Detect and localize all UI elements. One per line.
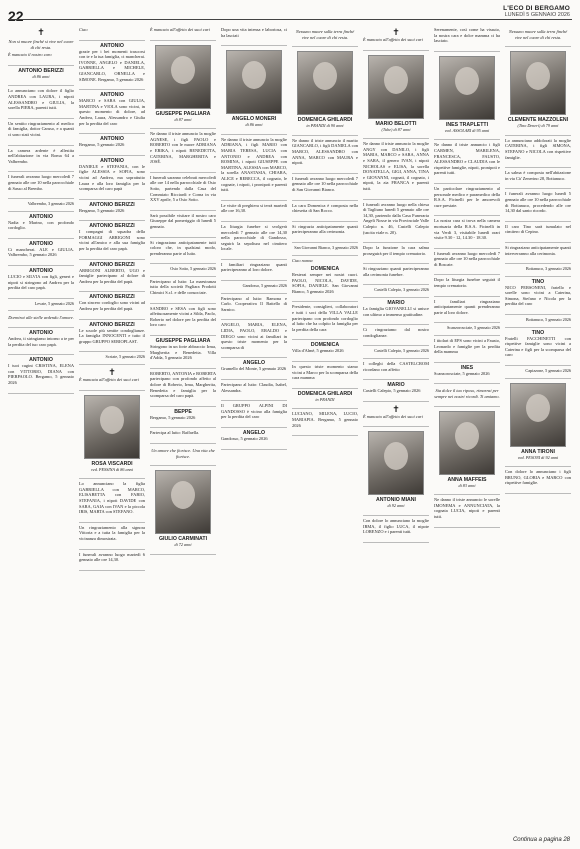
obituary-notice — [363, 346, 429, 359]
deceased-name: ANTONIO — [29, 213, 53, 220]
obituary-notice — [79, 479, 145, 523]
notice-text: La nostra cara si trova nella camera mortuaria della R.S.A. Ficinelli in via Verdi 3, visitabile lunedì orari visite 9.30 - 12, 14.30 - 18.30. — [434, 218, 500, 241]
obituary-notice — [8, 212, 74, 239]
obituary-notice — [505, 189, 571, 221]
notice-intro: È mancato all'affetto dei suoi cari — [363, 37, 423, 42]
notice-column — [292, 25, 358, 837]
obituary-notice — [363, 51, 429, 140]
notice-text: Lo annunciano addolorati la moglie CATERINA, i figli SIMONA, STEFANO e NICOLA con rispettive famiglie. — [505, 137, 571, 160]
place-date: Castelli Calepio, 3 gennaio 2026 — [374, 287, 429, 293]
notice-text: I compagni di squadra della FORMAGGI ARRIGONI sono vicini all'amico e alla sua famiglia per la perdita del caro papà. — [79, 229, 145, 252]
portrait-photo — [368, 431, 424, 495]
obituary-notice — [434, 363, 500, 385]
deceased-name: ANTONIO — [29, 330, 53, 337]
obituary-notice — [150, 173, 216, 211]
obituary-notice — [434, 184, 500, 216]
obituary-notice — [363, 139, 429, 199]
masthead — [503, 5, 570, 18]
deceased-name: GIUSEPPE PAGLIARA — [155, 338, 211, 345]
notice-text: Fratelli FACCHINETTI con rispettive famiglie sono vicini a Caterina e figli per la scomparsa del caro — [505, 335, 571, 358]
obituary-notice — [8, 172, 74, 199]
deceased-name: GIUSEPPE PAGLIARA — [155, 110, 211, 117]
obituary-notice — [150, 466, 216, 555]
obituary-notice — [79, 391, 145, 480]
obituary-notice — [434, 52, 500, 141]
obituary-notice — [434, 249, 500, 276]
notice-text: I familiari ringraziano quanti parteciperanno al loro dolore. — [221, 261, 287, 273]
obituary-notice — [505, 277, 571, 315]
notice-text: Le visite di preghiera si terrà martedì alle ore 16,30. — [221, 202, 287, 214]
obituary-notice — [79, 41, 145, 91]
notice-column — [150, 25, 216, 837]
notice-text: Stringono in un forte abbraccio Irma, Margherita e Benedetta. Villa d'Adda, 5 gennaio 2026 — [150, 344, 216, 361]
notice-intro: È mancato all'affetto dei suoi cari — [150, 27, 210, 32]
notice-text: Il GRUPPO ALPINI DI GANDOSSO è vicino alla famiglia per la perdita del caro — [221, 403, 287, 420]
obituary-notice — [363, 25, 429, 51]
place-date: Bottanuco, 5 gennaio 2026 — [525, 317, 571, 323]
deceased-name: ANTONIO BERIZZI — [89, 261, 135, 268]
notice-text: Un sentito ringraziamento al medico di famiglia, dottor Caruso, e a quanti ci sono stati vicini. — [8, 120, 74, 137]
place-date: Scriate, 5 gennaio 2026 — [105, 354, 145, 360]
notice-column — [221, 25, 287, 837]
deceased-name: ANTONIO BERIZZI — [89, 321, 135, 328]
notice-text: La liturgia funebre si svolgerà mercoledì 7 gennaio alle ore 14,30 nella parrocchiale di Gandosso, seguirà la sepoltura nel cimitero locale. — [221, 223, 287, 252]
deceased-name: ANTONIO MIANI — [376, 497, 416, 504]
obituary-notice — [221, 25, 287, 46]
notice-text: La famiglia GIOVANELLI si unisce con ultimo a immenso gratitudine. — [363, 306, 429, 317]
memorial-quote: Sia dolce il tuo riposo, rimarrai per sempre nei nostri ricordi. Ti amiamo. — [434, 388, 500, 399]
obituary-notice — [292, 389, 358, 410]
obituary-notice — [221, 222, 287, 260]
notice-text: I funerali avranno luogo mercoledì 7 gennaio alle ore 10 nella parrocchiale di Sasso al Brembo. — [8, 174, 74, 191]
cross-icon: ✝ — [37, 27, 45, 37]
deceased-name: MARIO — [387, 382, 405, 389]
obituary-notice — [150, 407, 216, 429]
obituary-notice — [292, 136, 358, 174]
deceased-name: ANTONIO BERIZZI — [18, 67, 64, 74]
deceased-name: ANGELO MONERI — [231, 116, 277, 123]
notice-text: Bergamo, 5 gennaio 2026 — [150, 414, 196, 420]
obituary-notice — [505, 315, 571, 328]
deceased-name: ANTONIO BERIZZI — [89, 294, 135, 301]
obituary-notice — [79, 365, 145, 391]
deceased-age: ved. ASSOLARI di 95 anni — [444, 127, 490, 133]
deceased-age: (Tino Deneri) di 79 anni — [517, 123, 559, 129]
obituary-notice — [292, 409, 358, 436]
deceased-name: GIULIO CARMINATI — [158, 536, 208, 543]
portrait-photo — [510, 383, 566, 447]
portrait-photo — [297, 51, 353, 115]
obituary-notice — [79, 25, 145, 41]
obituary-notice — [8, 146, 74, 173]
notice-text: Ne danno il triste annuncio i figli CARMEN, MARILENA, FRANCESCA, FAUSTO, ALESSANDRO e CLAUDIA con le rispettive famiglie, nipoti, pronipoti e parenti tutti. — [434, 142, 500, 176]
notice-text: Partecipa al lutto: Raffaella. — [150, 430, 200, 436]
obituary-notice — [8, 199, 74, 212]
issue-date: LUNEDÌ 5 GENNAIO 2026 — [504, 12, 570, 18]
notice-text: Il caro Tino sarà tumulato nel cimitero di Cepino. — [505, 223, 571, 235]
deceased-age: in PRANDI di 90 anni — [306, 123, 344, 129]
obituary-notice — [363, 325, 429, 346]
obituary-notice — [221, 428, 287, 450]
obituary-notice — [8, 328, 74, 355]
obituary-notice — [363, 402, 429, 428]
deceased-name: DOMENICA — [310, 266, 340, 273]
obituary-notice — [150, 304, 216, 336]
obituary-notice — [292, 340, 358, 362]
notice-text: SANDRO e SESA con figli sono affettuosamente vicini a Silda, Paolo, Roberto nel dolore per la perdita del loro caro — [150, 305, 216, 328]
obituary-notice — [150, 369, 216, 407]
obituary-notice — [79, 260, 145, 293]
portrait-photo — [84, 395, 140, 459]
notice-text: I funerali avranno luogo nella chiesa di Tagliuno lunedì 5 gennaio alle ore 14,30, partendo dalla Casa Funeraria Angeli Nosse in via Provinciale Valle Calepio n. 46, Castelli Calepio (uscita viale n. 20). — [363, 201, 429, 235]
notice-text: Villa d'Almè, 5 gennaio 2026 — [292, 348, 344, 354]
obituary-notice — [505, 264, 571, 277]
obituary-notice — [221, 281, 287, 294]
place-date: San Giovanni Bianco, 3 gennaio 2026 — [294, 244, 358, 250]
obituary-notice — [150, 129, 216, 173]
portrait-photo — [510, 51, 566, 115]
cross-icon: ✝ — [392, 27, 400, 37]
obituary-notice — [363, 264, 429, 285]
obituary-notice — [221, 260, 287, 281]
notice-text: Ne danno il triste annuncio il marito GIANCARLO, i figli DANIELA con MARCO, ALESSANDRO con ANNA, MARCO con MAURA e nipoti. — [292, 137, 358, 166]
deceased-age: di 86 anni — [245, 122, 263, 128]
deceased-name: ANGELO — [242, 360, 266, 367]
deceased-name: DOMENICA GHILARDI — [297, 117, 353, 124]
notice-text: I familiari ringraziano anticipatamente quanti prenderanno parte al loro dolore. — [434, 298, 500, 315]
notice-text: Un particolare ringraziamento al personale medico e paramedico della R.S.A. Ficinelli per le amorevoli cure prestate. — [434, 185, 500, 208]
obituary-notice — [505, 136, 571, 168]
deceased-age: ved. PESSINA di 86 anni — [91, 466, 133, 472]
notice-text: Un ringraziamento alla signora Vittoria e a tutta la famiglia per la vicinanza dimostrata. — [79, 524, 145, 541]
memorial-quote: Nessuno muore sulla terra finché vive nel cuore di chi resta. — [295, 29, 355, 40]
obituary-notice — [505, 243, 571, 264]
obituary-notice — [8, 239, 74, 266]
notice-intro: È mancato all'affetto dei suoi cari — [363, 413, 423, 419]
deceased-name: MARIO — [387, 300, 405, 307]
deceased-name: ANTONIO — [100, 157, 124, 164]
obituary-notice — [434, 297, 500, 324]
notice-text: MARCO e SARA con GIULIA, MARTINA e VIOLA sono vicini, in questo momento di dolore, ad Andrea, Laura, Alessandro e Giulia per la perdita del caro — [79, 98, 145, 126]
obituary-notice — [150, 41, 216, 130]
obituary-notice — [292, 243, 358, 256]
portrait-photo — [439, 411, 495, 475]
notice-text: Grumello del Monte, 5 gennaio 2026 — [221, 366, 287, 372]
deceased-name: ANNA TIRONI — [521, 448, 555, 455]
notice-text: In questo triste momento siamo vicini a Marco per la scomparsa della cara mamma — [292, 364, 358, 381]
notice-text: Presidente, consiglieri, collaboratori e tutti i soci della VILLA VALLE partecipano con profondo cordoglio al lutto che ha colpito la famiglia per la perdita della cara — [292, 304, 358, 332]
place-date: Valbrembo, 3 gennaio 2026 — [27, 201, 74, 207]
deceased-name: ANTONIO BERIZZI — [89, 201, 135, 208]
notice-text: Nadia e Marino, con profondo cordoglio. — [8, 219, 74, 231]
deceased-age: di 87 anni — [174, 116, 192, 122]
notice-column — [79, 25, 145, 837]
place-date: Capizzone, 5 gennaio 2026 — [525, 368, 571, 374]
obituary-notice — [434, 495, 500, 527]
obituary-notice — [363, 427, 429, 516]
notice-text: Partecipano al lutto: La maestranza tutta della società Pagliara Prodotti Chimici S.r.l. e delle consociate. — [150, 278, 216, 296]
obituary-notice — [363, 380, 429, 402]
notice-text: Ne danno il triste annuncio la moglie ADRIANA, i figli MARIO con MARIA TERESA, LUCIA con ANTONIO e ANDREA con ROMINA, i nipoti GIUSEPPE con MARTINA, ALESSIA con MARCO, la sorella ANASTASIA, CHIARA, ALICE e REBECCA, il cognato, le cognate, i nipoti, i pronipoti e parenti tutti. — [221, 136, 287, 193]
obituary-notice — [150, 336, 216, 369]
obituary-notice — [292, 47, 358, 136]
notice-column — [434, 25, 500, 837]
notice-text: Gandosso, 5 gennaio 2026 — [221, 435, 268, 441]
portrait-photo — [226, 50, 282, 114]
deceased-age: ved. PESONI di 92 anni — [517, 454, 559, 460]
notice-text: I funerali avranno luogo lunedì 5 gennaio alle ore 10 nella parrocchiale di Bottanuco, procedendo alle ore 14,30 dal santo ricordo. — [505, 191, 571, 214]
obituary-notice — [150, 211, 216, 238]
notice-column — [505, 25, 571, 837]
deceased-name: ANTONIO — [100, 136, 124, 143]
obituary-notice — [505, 467, 571, 494]
notice-text: Bergamo, 5 gennaio 2026 — [79, 207, 125, 213]
memorial-quote: Dormirai alle stelle ardendo l'amore. — [8, 315, 74, 321]
notice-text: I titolari di EPS sono vicini a Fausto, Leonardo e famiglie per la perdita della mamma — [434, 338, 500, 355]
obituary-notice — [505, 328, 571, 366]
notice-text: La cara Domenica è composta nella chiesetta di San Rocco. — [292, 202, 358, 214]
obituary-notice — [8, 299, 74, 312]
place-date: Scanzorosciate, 5 gennaio 2026 — [446, 325, 500, 331]
deceased-name: TINO — [531, 329, 545, 336]
deceased-name: ANTONIO BERIZZI — [89, 223, 135, 230]
obituary-notice — [221, 201, 287, 222]
deceased-name: ANTONIO — [29, 357, 53, 364]
notice-text: Resterai sempre nei nostri cuori. PAOLO, NICOLA, DAVIDE, SOFIA, DANIELE. San Giovanni Bianco, 5 gennaio 2026 — [292, 272, 358, 294]
deceased-name: ANTONIO — [29, 268, 53, 275]
obituary-notice — [505, 25, 571, 47]
obituary-notice — [221, 358, 287, 380]
obituary-notice — [292, 201, 358, 222]
obituary-notice — [79, 221, 145, 259]
obituary-notice — [79, 320, 145, 353]
obituary-notice — [221, 294, 287, 321]
deceased-name: TINO — [531, 278, 545, 285]
notice-text: Lo annunciano con dolore il figlio ANDREA con LAURA, i nipoti ALESSANDRO e GIULIA, la sorella PIERA, parenti tutti. — [8, 88, 74, 111]
portrait-photo — [439, 56, 495, 120]
notice-text: I funerali avranno luogo mercoledì 7 gennaio alle ore 10 nella parrocchiale di Boscate. — [434, 250, 500, 267]
notice-text: Si ringraziano anticipatamente quanti interverranno alla cerimonia. — [505, 244, 571, 256]
obituary-notice — [505, 379, 571, 468]
notice-text: NICO PERSONENI, fratello e sorelle sono vicini a Caterina, Simona, Stefano e Nicola per la perdita del caro — [505, 284, 571, 307]
notice-text: Dopo una vita intensa e laboriosa, ci ha lasciati — [221, 27, 287, 38]
memorial-quote: Un amore che fiorisce. Una vita che fiorisce. — [151, 447, 215, 459]
notice-text: Andrea, ti stringiamo intorno a te per la perdita del tuo caro papà. — [8, 336, 74, 347]
obituary-notice — [363, 200, 429, 244]
notice-text: Si ringraziano quanti parteciperanno alla cerimonia funebre. — [363, 266, 429, 277]
notice-text: I tuoi cugini CRISTINA, ELENA con VITTORIO, DIANA con PIERPAOLO. Bergamo, 5 gennaio 2026 — [8, 363, 74, 385]
notice-intro: È mancata all'affetto dei suoi cari — [79, 377, 139, 382]
notice-text: Sarà possibile visitare il nostro caro Giuseppe dal pomeriggio di lunedì 5 gennaio. — [150, 212, 216, 229]
notice-text: Ne danno il triste annuncio la moglie AGNESE, i figli PAOLO e ROBERTO con le nuore ADRIANA e ERIKA, i nipoti BENEDETTA, CATERINA, MARGHERITA e JOSÉ. — [150, 131, 216, 165]
deceased-age: di 86 anni — [32, 73, 50, 79]
notice-text: Con sincero cordoglio sono vicini ad Andrea per la perdita del papà. — [79, 300, 145, 312]
portrait-photo — [155, 470, 211, 534]
obituary-notice — [150, 264, 216, 277]
obituary-notice — [363, 516, 429, 543]
deceased-name: DOMENICA — [310, 342, 340, 349]
deceased-name: ANTONIO — [100, 42, 124, 49]
notice-text: I colleghi della CASTELCROM ricordano con affetto — [363, 361, 429, 372]
obituary-notice — [79, 200, 145, 222]
notice-text: Dopo la liturgia funebre seguirà il tempio crematorio. — [434, 277, 500, 289]
notice-text: ROBERTO, ANTONIA e ROBERTA partecipano con profondo affetto al dolore di Roberto, Irma, Margherita, Benedetta e famiglia per la scomparsa del caro papà. — [150, 370, 216, 399]
deceased-name: ROSA VISCARDI — [91, 460, 133, 467]
notice-text: Ci ringraziamo dal nostro condoglianze. — [363, 327, 429, 338]
notice-text: grazie per i bei momenti trascorsi con te e la tua famiglia, ci mancherai. IVONNE, ANGELO e DANIELA, GABRIELLA e MICHELE, GIANCARLO, ORNELLA e SIMONE. Bergamo, 5 gennaio 2026 — [79, 48, 145, 82]
obituary-notice — [79, 523, 145, 550]
obituary-notice — [363, 359, 429, 380]
obituary-notice — [292, 302, 358, 340]
notice-text: ARRIGONI ALBERTO, UGO e famiglie partecipano al dolore di Andrea per la perdita del papà. — [79, 267, 145, 284]
obituary-notice — [434, 140, 500, 184]
obituary-notice — [434, 336, 500, 363]
obituary-notice — [434, 407, 500, 496]
page-number: 22 — [8, 8, 24, 24]
obituary-notice — [292, 362, 358, 389]
continue-note: Continua a pagina 28 — [512, 837, 570, 843]
deceased-age: di 72 anni — [174, 542, 192, 548]
obituary-notice — [79, 134, 145, 156]
obituary-notice — [150, 238, 216, 265]
notice-text: Serenamente, così come ha vissuto, la nostra cara e dolce mamma ci ha lasciato. — [434, 27, 500, 44]
notice-text: I funerali saranno celebrati mercoledì alle ore 14 nella parrocchiale di Osio Sotto, partendo dalla Casa del Commiato Ricciardi e Corna in via XXV aprile, 5 a Osio Sotto. — [150, 174, 216, 203]
obituary-notice — [221, 320, 287, 358]
obituary-notice — [434, 384, 500, 406]
obituary-notice — [505, 222, 571, 243]
notice-text: Lo annunciano la figlia GABRIELLA con MARCO, ELISABETTA con FABIO, STEFANIA, i nipoti DAVIDE con SARA, GAIA con IVAN e la piccola IRIS, MARTA con STEFANO. — [79, 481, 145, 515]
obituary-notice — [79, 90, 145, 134]
obituary-notice — [434, 216, 500, 248]
portrait-photo — [155, 45, 211, 109]
notice-column — [363, 25, 429, 837]
notice-intro: È mancato il nostro caro — [8, 52, 52, 58]
obituary-notice — [221, 401, 287, 428]
deceased-age: in PRANDI — [315, 396, 335, 402]
obituary-notice — [292, 25, 358, 47]
obituary-notice — [292, 256, 358, 303]
obituary-notice — [434, 25, 500, 52]
obituary-notice — [292, 174, 358, 201]
obituary-notice — [150, 428, 216, 444]
obituary-notice — [221, 135, 287, 201]
notice-intro: Ciao — [79, 27, 88, 32]
obituary-notice — [363, 243, 429, 264]
deceased-name: ANTONIO — [29, 240, 53, 247]
obituary-notice — [434, 323, 500, 336]
obituary-notice — [8, 25, 74, 66]
notice-text: Ci mancherai. ALE e GIULIA. Valbrembo, 5 gennaio 2026 — [8, 246, 74, 258]
obituary-notice — [363, 285, 429, 298]
notice-text: Ne danno il triste annuncio le sorelle IMONEMA e ANNUNCIATA, la cognata LUCIA, nipoti e parenti tutti. — [434, 497, 500, 519]
memorial-quote: Non si muore finché si vive nel cuore di chi resta. — [8, 39, 74, 50]
notice-text: I funerali avranno luogo martedì 6 gennaio alle ore 14,30. — [79, 551, 145, 563]
cross-icon: ✝ — [108, 367, 116, 377]
obituary-notice — [79, 550, 145, 571]
obituary-notice — [8, 86, 74, 118]
notice-intro: Ciao nonna — [292, 257, 313, 263]
place-date: Levate, 5 gennaio 2026 — [34, 300, 74, 306]
obituary-notice — [150, 277, 216, 304]
notice-text: Dopo la funzione la cara salma proseguirà per il tempio crematorio. — [363, 245, 429, 256]
notice-text: Castelli Calepio, 5 gennaio 2026 — [363, 388, 421, 394]
notice-text: Ne danno il triste annuncio la moglie ANGY con DANILO, i figli MARIA, MARCO e SARA, ANNA e SARA, il genero IVAN, i nipoti NICHOLAS e ELISA, la sorella DONATELLA, GIGI, ANNA, TINA e GIOVANNI, cognati, il cognato, i nipoti, la zia FRANCA e parenti tutti. — [363, 141, 429, 191]
obituary-notice — [434, 275, 500, 296]
obituary-notice — [79, 352, 145, 365]
notice-text: Si ringraziano anticipatamente tutti coloro che, in qualsiasi modo, prenderanno parte al lutto. — [150, 239, 216, 256]
notice-text: Con dolore lo annunciano i figli BRUNO, GLORIA e MARCO con rispettive famiglie. — [505, 469, 571, 486]
obituary-notice — [363, 298, 429, 325]
obituary-notice — [8, 266, 74, 299]
notice-text: La salma è composta nell'abitazione in via Cà' Zenerino 28, Bottanuco. — [505, 170, 571, 181]
notice-column — [8, 25, 74, 837]
portrait-photo — [368, 55, 424, 119]
notice-text: Con dolore lo annunciano la moglie IRMA, il figlio LUCA, il nipote LORENZO e i parenti tutti. — [363, 518, 429, 535]
obituary-notice — [150, 444, 216, 466]
newspaper-name: L'ECO DI BERGAMO — [503, 5, 570, 12]
deceased-age: di 92 anni — [387, 503, 405, 509]
place-date: Castelli Calepio, 5 gennaio 2026 — [374, 348, 429, 354]
deceased-name: ANNA MAFFEIS — [447, 476, 487, 483]
notice-text: ANGELO, MARIA, ELENA, LIDIA, PAOLO, ERALDO e DIEGO sono vicini ai familiari in questo triste momento per la scomparsa di — [221, 322, 287, 350]
notice-text: LUCIANO, MILENA, LUCIO, MARIAPIA. Bergamo, 5 gennaio 2026 — [292, 411, 358, 428]
cross-icon: ✝ — [392, 403, 400, 414]
deceased-name: ANTONIO — [100, 92, 124, 99]
notice-text: Si ringrazia anticipatamente quanti parteciperanno alla cerimonia. — [292, 223, 358, 235]
place-date: Osio Sotto, 5 gennaio 2026 — [170, 266, 216, 272]
deceased-age: (Tube) di 87 anni — [381, 126, 411, 132]
deceased-name: INES — [460, 364, 474, 371]
notice-text: I funerali avranno luogo mercoledì 7 gennaio alle ore 10 nella parrocchiale di San Giovanni Bianco. — [292, 175, 358, 192]
obituary-notice — [150, 25, 216, 41]
notice-text: LUCIO e SILVIA con figli, generi e nipoti si stringono ad Andrea per la perdita del caro papà. — [8, 274, 74, 291]
deceased-name: MARIO BELOTTI — [375, 120, 417, 127]
notice-text: Scanzorosciate, 5 gennaio 2026 — [434, 370, 490, 376]
notice-text: Bergamo, 5 gennaio 2026 — [79, 142, 125, 148]
deceased-name: BEPPE — [174, 408, 192, 415]
obituary-notice — [79, 292, 145, 319]
notice-text: Le scuole più sentite condoglianze. La famiglia INNOCENTI e tutto il gruppo GRUPPO SERIOPLAST. — [79, 327, 145, 344]
header-rule — [8, 19, 572, 20]
memorial-quote: Nessuno muore sulla terra finché vive nel cuore di chi resta. — [508, 29, 568, 40]
deceased-name: ANGELO — [242, 429, 266, 436]
obituary-notice — [292, 222, 358, 243]
obituary-notice — [505, 47, 571, 136]
obituary-notice — [505, 366, 571, 379]
obituary-notice — [221, 46, 287, 135]
obituary-notice — [8, 66, 74, 87]
deceased-name: DOMENICA GHILARDI — [297, 390, 353, 397]
obituary-notice — [8, 355, 74, 393]
notice-text: Partecipano al lutto: Ramona e Carlo. Cooperativa Il Battello di Sarnico. — [221, 295, 287, 312]
notice-text: Partecipano al lutto: Claudia, Isabel, Alessandra. — [221, 382, 287, 393]
deceased-name: INES TRAPLETTI — [445, 121, 489, 128]
notice-text: DANIELE e STEFANIA, con le figlie ALESSIA e SOFIA, sono vicini ad Andrea, ma soprattutto Laura e alla loro famiglia per la scomparsa del caro papà — [79, 163, 145, 192]
obituary-notice — [8, 311, 74, 328]
notice-text: La camera ardente è allestita nell'abitazione in via Roma 64 a Valbrembo. — [8, 147, 74, 164]
obituary-notice — [8, 119, 74, 146]
obituary-notice — [505, 168, 571, 189]
place-date: Bottanuco, 3 gennaio 2026 — [525, 266, 571, 272]
deceased-age: di 83 anni — [458, 482, 476, 488]
obituary-notice — [221, 380, 287, 401]
place-date: Gandosso, 5 gennaio 2026 — [242, 283, 287, 289]
deceased-name: CLEMENTE MAZZOLENI — [507, 117, 569, 124]
obituary-notice — [79, 156, 145, 200]
